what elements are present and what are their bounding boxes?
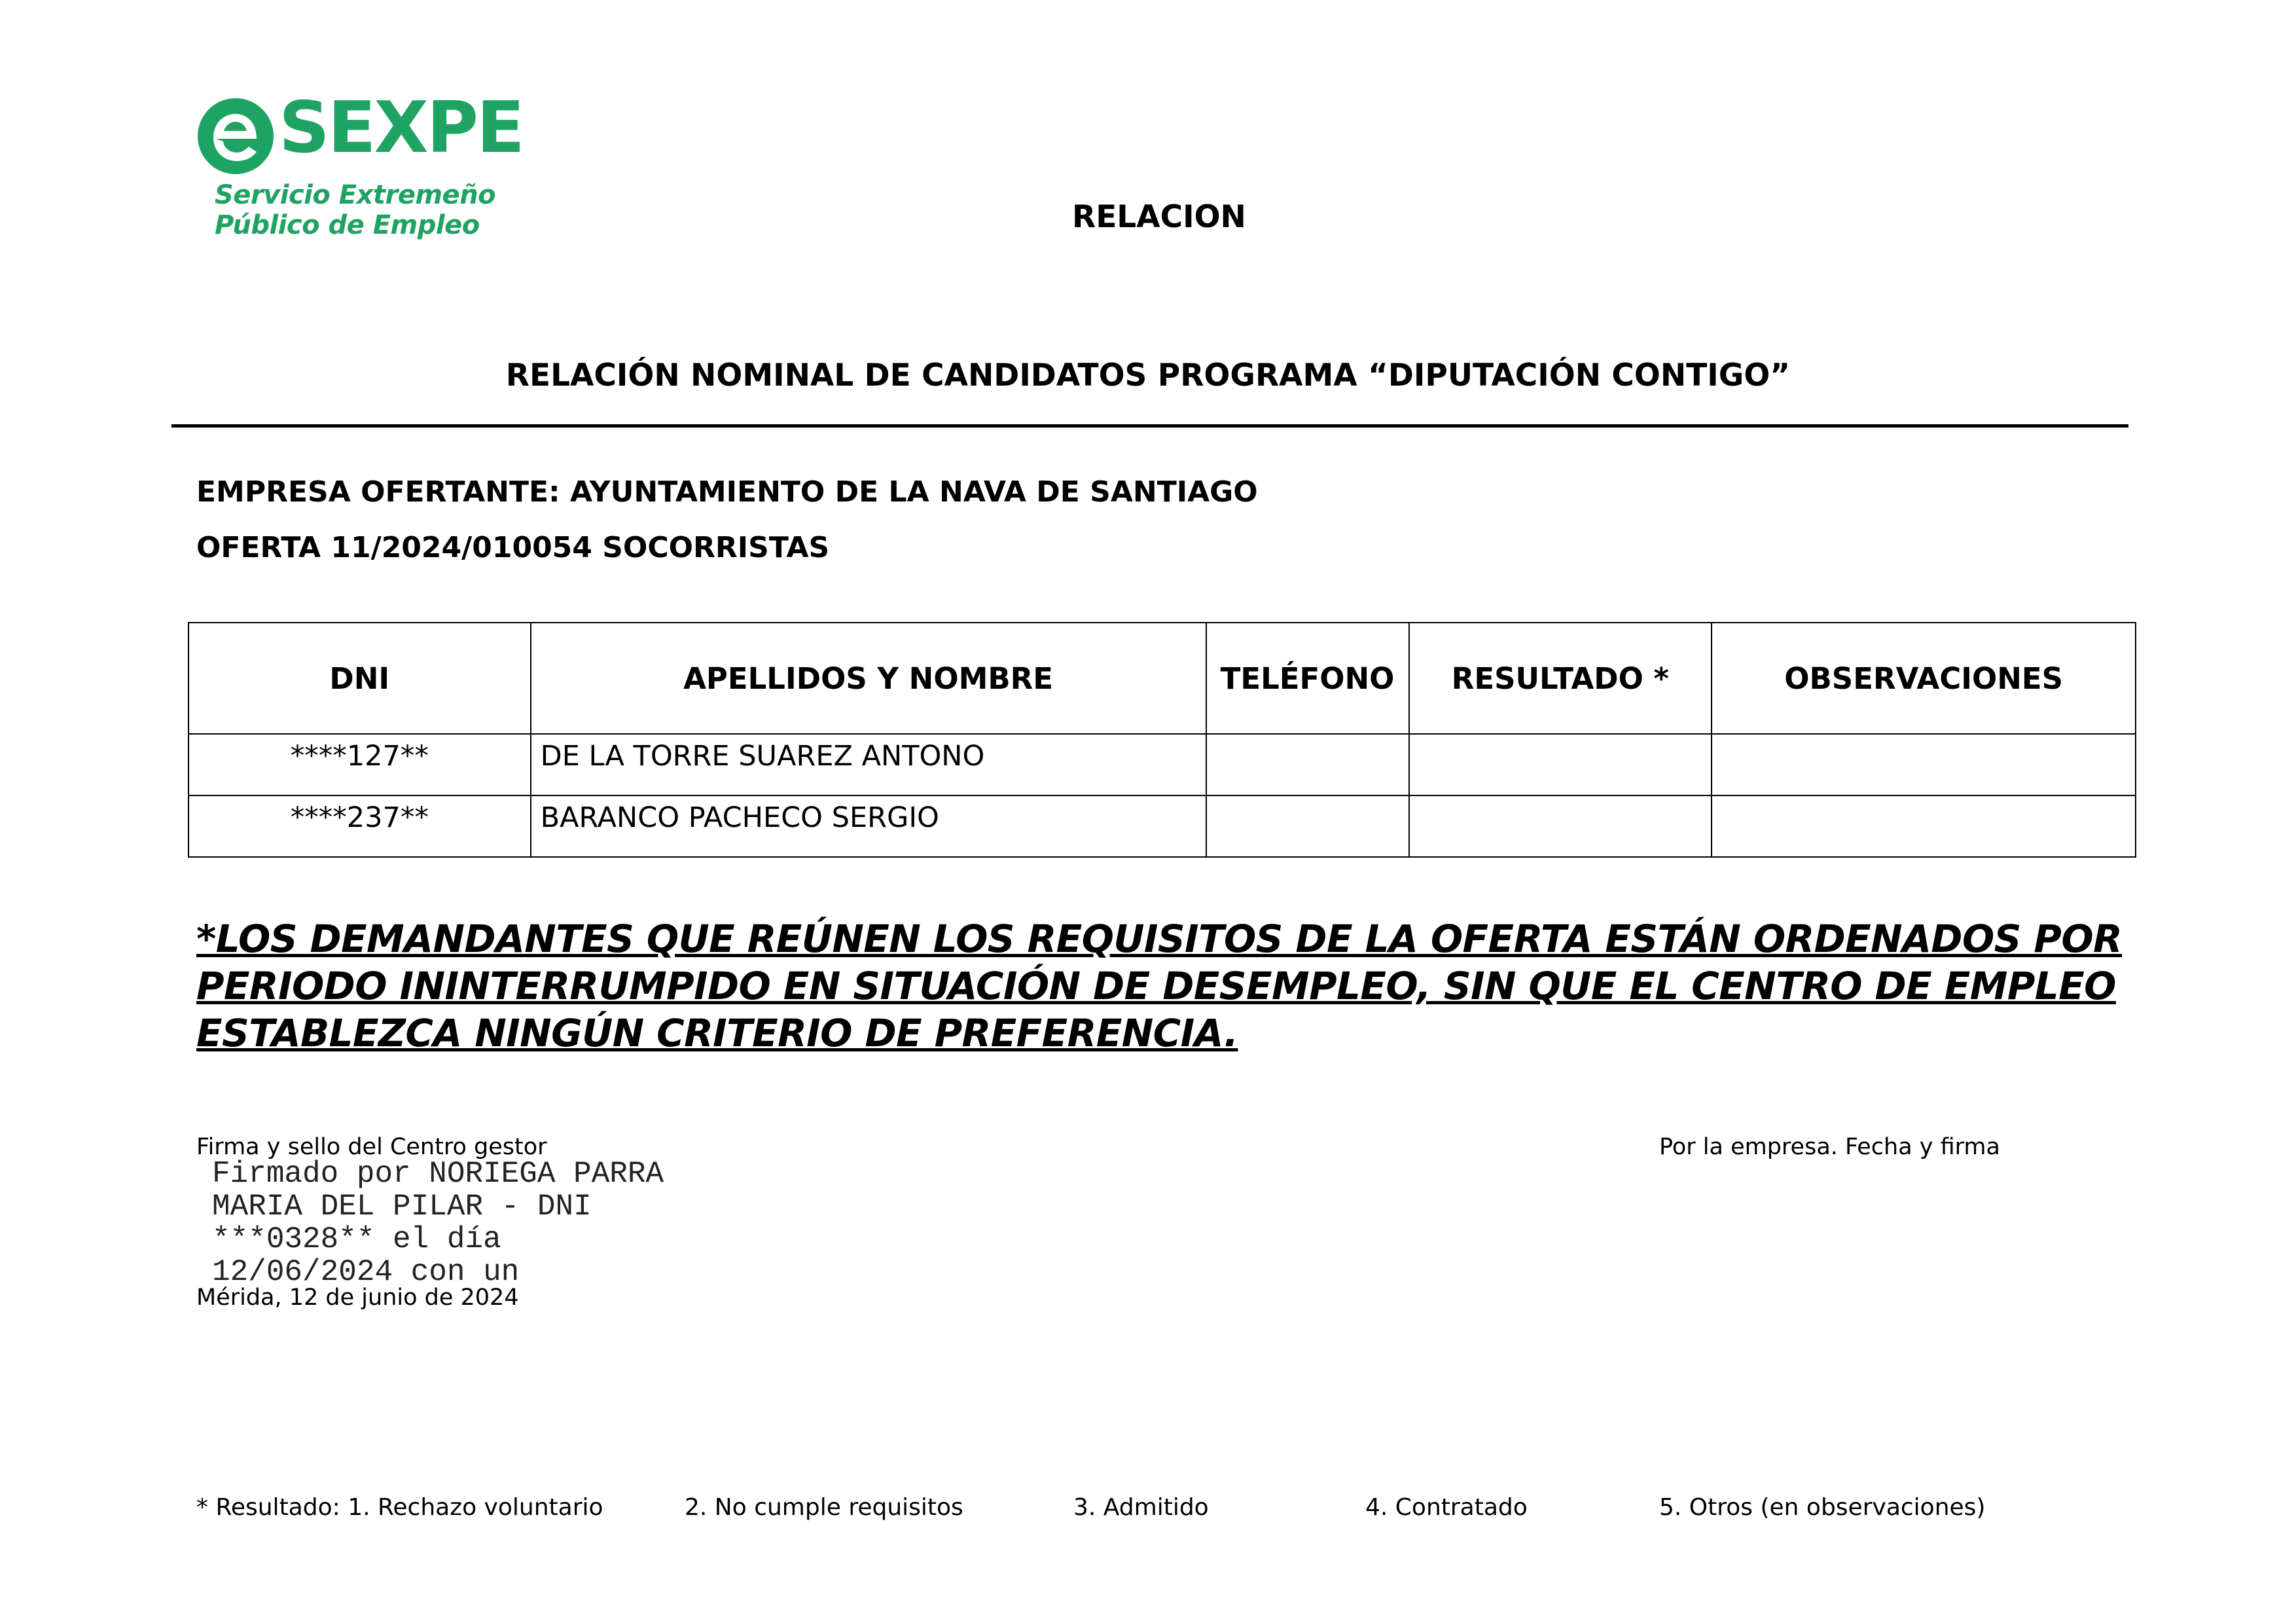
cell-observaciones xyxy=(1712,795,2136,857)
empresa-ofertante: EMPRESA OFERTANTE: AYUNTAMIENTO DE LA NAVA DE SANTIAGO xyxy=(196,475,1258,509)
digital-signature xyxy=(212,1158,664,1288)
firma-empresa-label: Por la empresa. Fecha y firma xyxy=(1659,1134,2000,1160)
cell-telefono xyxy=(1206,795,1409,857)
legend-item: 4. Contratado xyxy=(1365,1494,1528,1521)
candidates-table xyxy=(188,622,2136,858)
logo-subtitle-line2: Público de Empleo xyxy=(215,210,480,240)
cell-resultado xyxy=(1409,795,1712,857)
document-title: RELACIÓN NOMINAL DE CANDIDATOS PROGRAMA “DIPUTACIÓN CONTIGO” xyxy=(505,357,1791,393)
oferta-line: OFERTA 11/2024/010054 SOCORRISTAS xyxy=(196,531,830,564)
legend-item: 2. No cumple requisitos xyxy=(685,1494,963,1521)
logo-subtitle-line1: Servicio Extremeño xyxy=(215,180,496,210)
table-row xyxy=(188,795,2136,857)
column-header-telefono: TELÉFONO xyxy=(1206,623,1409,734)
cell-dni: ****237** xyxy=(188,795,531,857)
column-header-dni: DNI xyxy=(188,623,531,734)
signature-line: 12/06/2024 con un xyxy=(212,1255,520,1289)
column-header-observaciones: OBSERVACIONES xyxy=(1712,623,2136,734)
column-header-resultado: RESULTADO * xyxy=(1409,623,1712,734)
cell-nombre: BARANCO PACHECO SERGIO xyxy=(531,795,1206,857)
cell-resultado xyxy=(1409,734,1712,795)
relacion-heading: RELACION xyxy=(1072,199,1246,235)
table-row xyxy=(188,734,2136,795)
requirements-notice: *LOS DEMANDANTES QUE REÚNEN LOS REQUISITOS DE LA OFERTA ESTÁN ORDENADOS POR PERIODO ININTERRUMPIDO EN SITUACIÓN DE DESEMPLEO, SIN QUE EL CENTRO DE EMPLEO ESTABLEZCA NINGÚN CRITERIO DE PREFERENCIA. xyxy=(196,917,2123,1055)
legend-item: * Resultado: 1. Rechazo voluntario xyxy=(196,1494,603,1521)
cell-nombre: DE LA TORRE SUAREZ ANTONO xyxy=(531,734,1206,795)
sexpe-e-logo-icon xyxy=(196,97,275,175)
cell-telefono xyxy=(1206,734,1409,795)
signature-line: ***0328** el día xyxy=(212,1222,501,1256)
legend-item: 3. Admitido xyxy=(1073,1494,1209,1521)
column-header-nombre: APELLIDOS Y NOMBRE xyxy=(531,623,1206,734)
cell-dni: ****127** xyxy=(188,734,531,795)
signature-line: Firmado por NORIEGA PARRA xyxy=(212,1157,664,1191)
logo-brand-text: SEXPE xyxy=(279,87,523,169)
signature-line: MARIA DEL PILAR - DNI xyxy=(212,1190,592,1224)
sexpe-logo xyxy=(196,87,523,247)
cell-observaciones xyxy=(1712,734,2136,795)
firma-centro-label: Firma y sello del Centro gestor xyxy=(196,1134,547,1160)
legend-item: 5. Otros (en observaciones) xyxy=(1659,1494,1986,1521)
lugar-fecha: Mérida, 12 de junio de 2024 xyxy=(196,1285,519,1311)
title-divider xyxy=(171,424,2128,428)
table-header-row xyxy=(188,623,2136,734)
